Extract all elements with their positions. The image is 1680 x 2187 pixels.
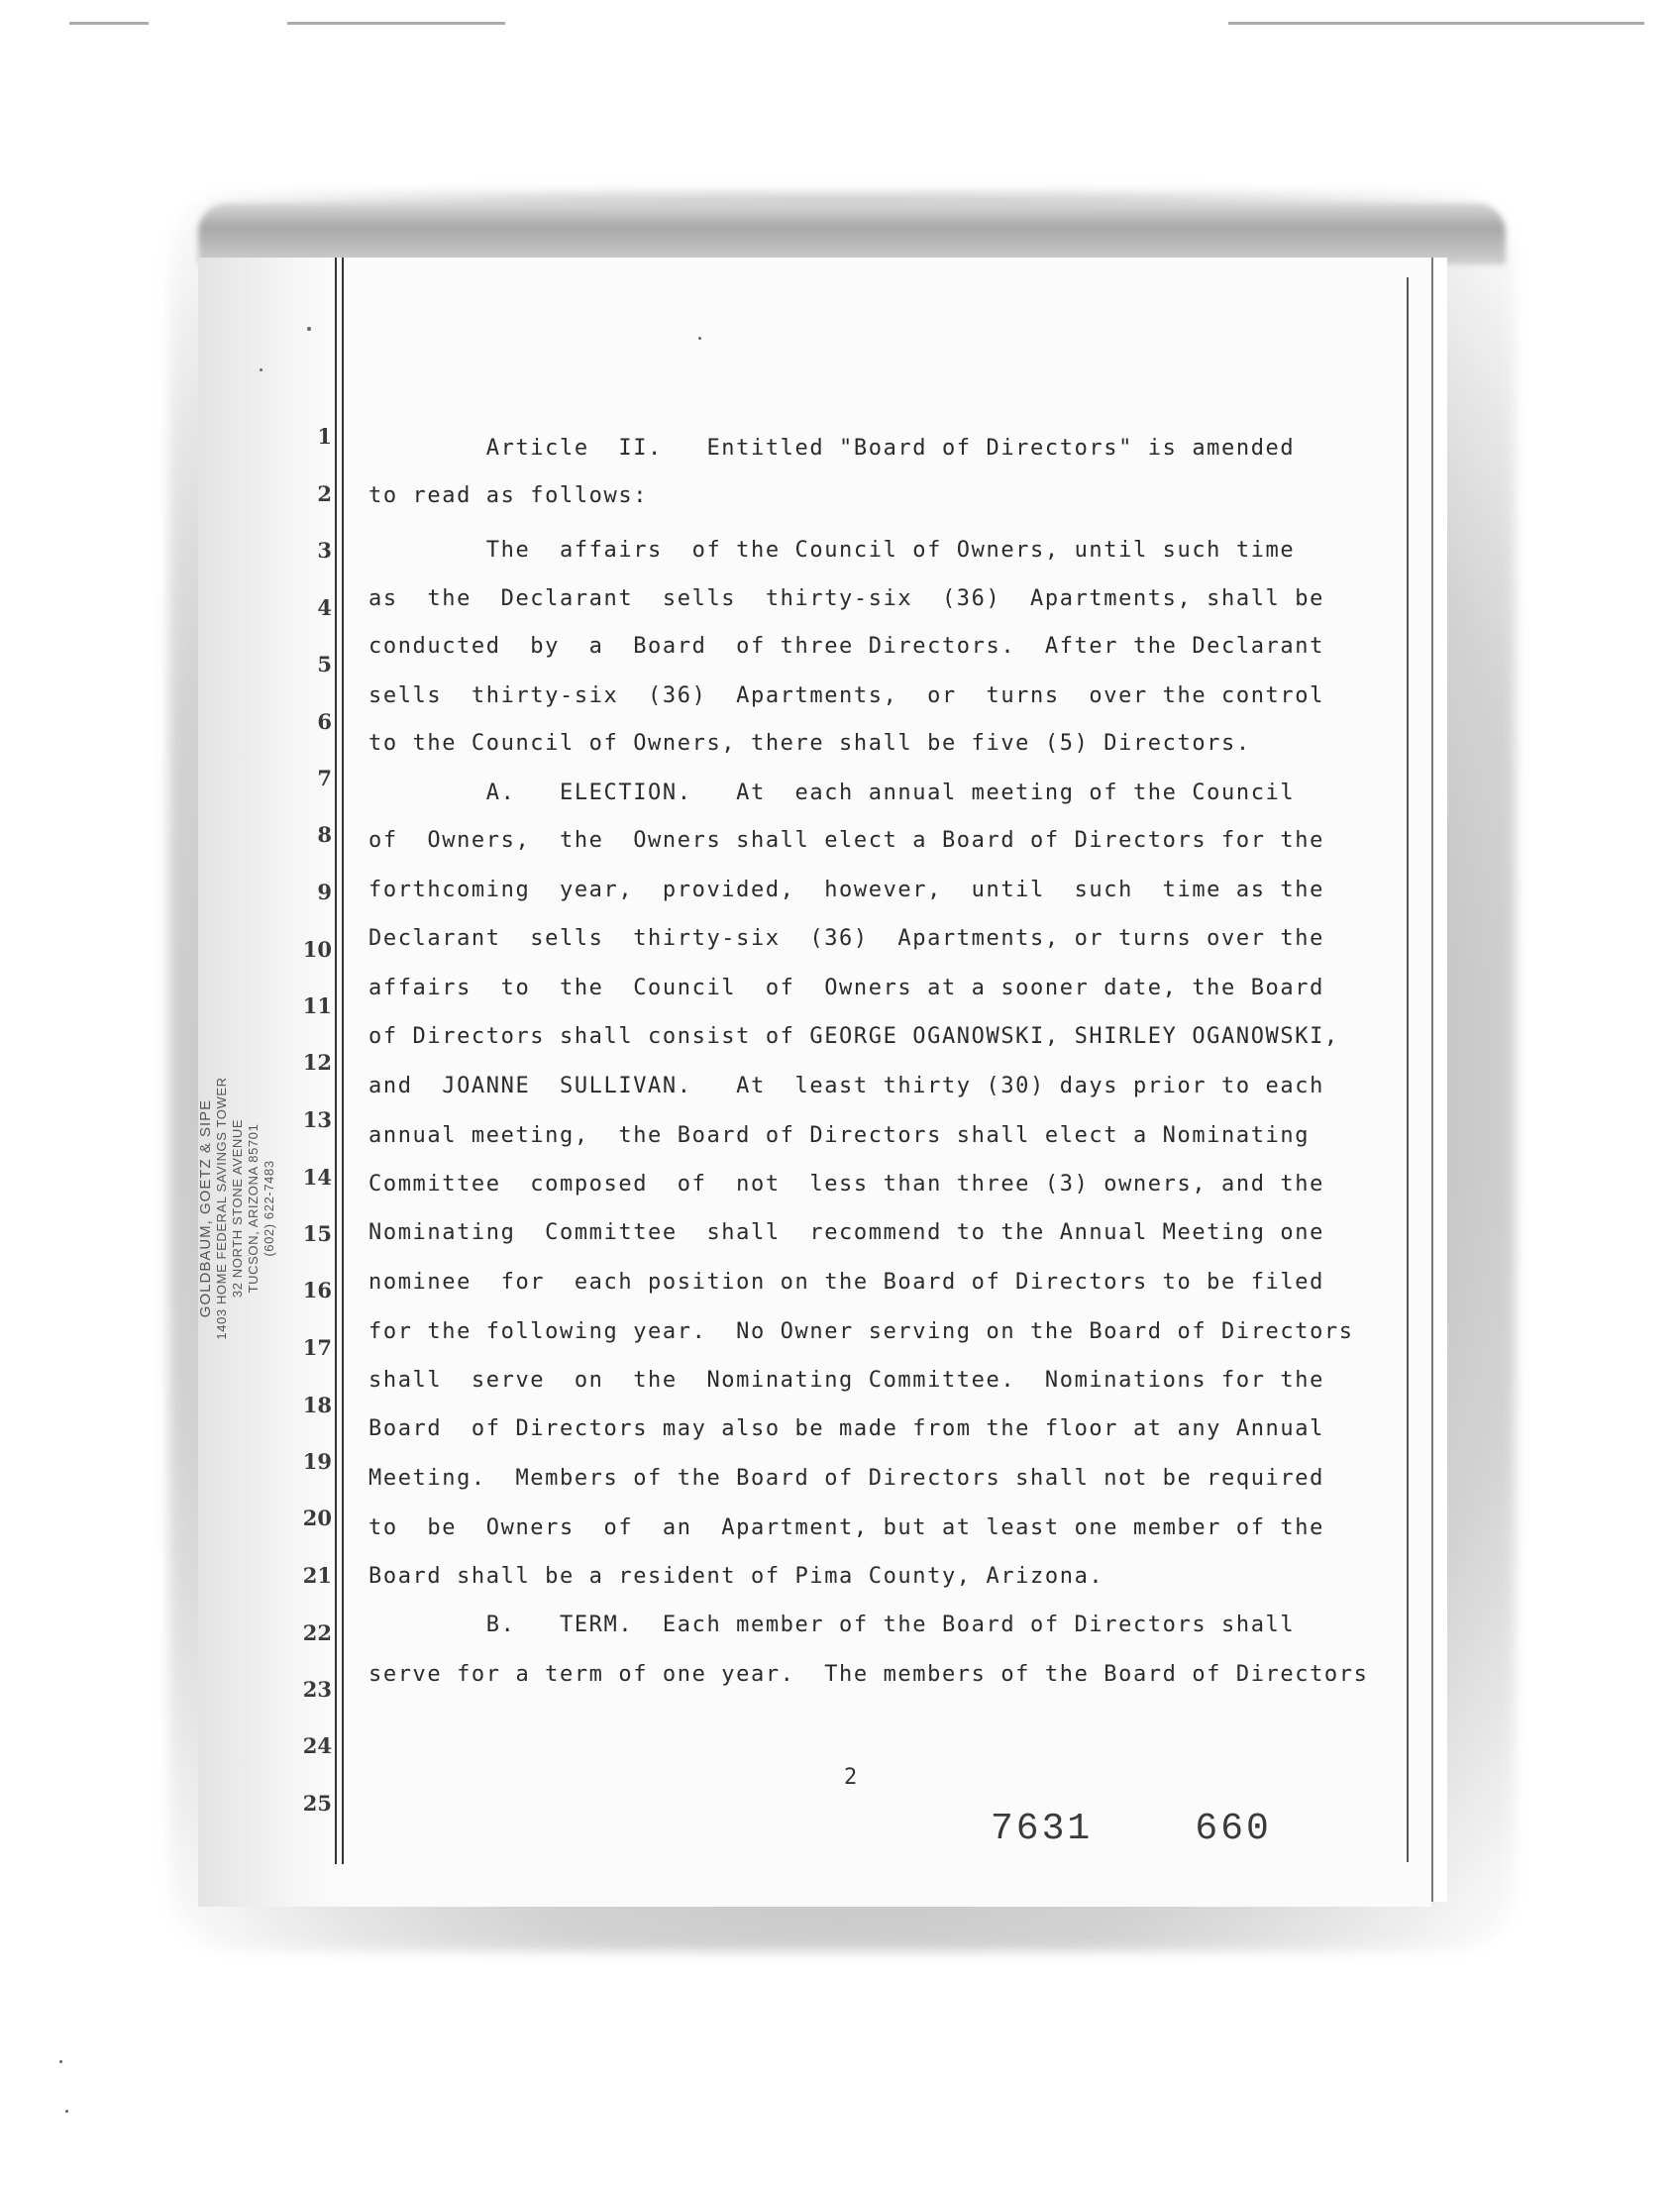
right-margin-rule <box>1407 277 1409 1862</box>
line-number: 7 <box>317 766 332 790</box>
text-line: A. ELECTION. At each annual meeting of the Council <box>368 781 1296 805</box>
line-number: 16 <box>302 1278 332 1302</box>
text-line: sells thirty-six (36) Apartments, or turns over the control <box>368 683 1324 708</box>
line-number: 2 <box>317 481 332 506</box>
copier-top-band <box>198 203 1506 264</box>
line-number: 10 <box>302 937 332 962</box>
line-number: 11 <box>302 993 332 1018</box>
text-line: Board of Directors may also be made from the floor at any Annual <box>368 1416 1324 1441</box>
line-number: 23 <box>302 1677 332 1702</box>
line-number: 18 <box>302 1393 332 1417</box>
line-number: 21 <box>302 1563 332 1588</box>
text-line: affairs to the Council of Owners at a sooner date, the Board <box>368 976 1324 1000</box>
line-number: 8 <box>317 822 332 847</box>
letterhead-phone: (602) 622-7483 <box>262 1160 276 1257</box>
text-line: Nominating Committee shall recommend to the Annual Meeting one <box>368 1220 1324 1245</box>
line-number: 13 <box>302 1107 332 1132</box>
line-number: 6 <box>317 709 332 734</box>
scan-speck <box>59 2060 62 2063</box>
page-number: 2 <box>844 1765 858 1790</box>
text-line: and JOANNE SULLIVAN. At least thirty (30) days prior to each <box>368 1074 1324 1098</box>
line-number: 17 <box>302 1335 332 1360</box>
line-number: 1 <box>317 424 332 449</box>
scan-speck <box>307 327 311 331</box>
text-line: Board shall be a resident of Pima County, Arizona. <box>368 1564 1104 1589</box>
recording-number: 7631 660 <box>991 1808 1272 1850</box>
line-number: 22 <box>302 1620 332 1645</box>
line-number: 19 <box>302 1449 332 1474</box>
text-line: as the Declarant sells thirty-six (36) Apartments, shall be <box>368 586 1324 611</box>
text-line: annual meeting, the Board of Directors shall elect a Nominating <box>368 1123 1311 1148</box>
text-line: of Owners, the Owners shall elect a Board of Directors for the <box>368 828 1324 853</box>
text-line: serve for a term of one year. The members of the Board of Directors <box>368 1662 1369 1687</box>
text-line: conducted by a Board of three Directors. After the Declarant <box>368 634 1324 659</box>
line-number: 24 <box>302 1733 332 1758</box>
line-number: 5 <box>317 652 332 677</box>
scan-mark <box>287 22 505 25</box>
text-line: for the following year. No Owner serving on the Board of Directors <box>368 1319 1354 1344</box>
line-number: 9 <box>317 880 332 904</box>
text-line: Committee composed of not less than three (3) owners, and the <box>368 1172 1324 1197</box>
line-number: 12 <box>302 1050 332 1075</box>
line-number: 20 <box>302 1506 332 1530</box>
text-line: Declarant sells thirty-six (36) Apartments, or turns over the <box>368 926 1324 951</box>
text-line: nominee for each position on the Board of Directors to be filed <box>368 1270 1324 1295</box>
text-line: of Directors shall consist of GEORGE OGANOWSKI, SHIRLEY OGANOWSKI, <box>368 1024 1339 1049</box>
letterhead <box>197 1077 276 1340</box>
text-line: to the Council of Owners, there shall be five (5) Directors. <box>368 731 1251 756</box>
letterhead-address-1: 1403 HOME FEDERAL SAVINGS TOWER <box>214 1077 229 1340</box>
text-line: B. TERM. Each member of the Board of Directors shall <box>368 1613 1296 1637</box>
left-margin-rule <box>342 258 344 1864</box>
text-line: to be Owners of an Apartment, but at least one member of the <box>368 1515 1324 1540</box>
scan-speck <box>65 2110 68 2113</box>
paper-right-edge <box>1431 258 1447 1902</box>
scan-speck <box>698 337 701 340</box>
line-number: 14 <box>302 1165 332 1190</box>
line-number: 3 <box>317 538 332 563</box>
text-line: Article II. Entitled "Board of Directors" is amended <box>368 436 1296 461</box>
line-number: 15 <box>302 1221 332 1246</box>
letterhead-firm: GOLDBAUM, GOETZ & SIPE <box>197 1098 214 1318</box>
scan-mark <box>1228 22 1644 25</box>
text-line: to read as follows: <box>368 483 649 508</box>
letterhead-address-2: 32 NORTH STONE AVENUE <box>230 1118 245 1299</box>
left-margin-rule <box>335 258 337 1864</box>
text-line: forthcoming year, provided, however, until such time as the <box>368 878 1324 902</box>
scan-mark <box>69 22 149 25</box>
text-line: The affairs of the Council of Owners, until such time <box>368 538 1296 563</box>
line-number: 4 <box>317 595 332 620</box>
line-number: 25 <box>302 1791 332 1816</box>
scan-speck <box>260 368 262 371</box>
text-line: shall serve on the Nominating Committee. Nominations for the <box>368 1368 1324 1393</box>
text-line: Meeting. Members of the Board of Directors shall not be required <box>368 1466 1324 1491</box>
letterhead-address-3: TUCSON, ARIZONA 85701 <box>246 1123 261 1294</box>
